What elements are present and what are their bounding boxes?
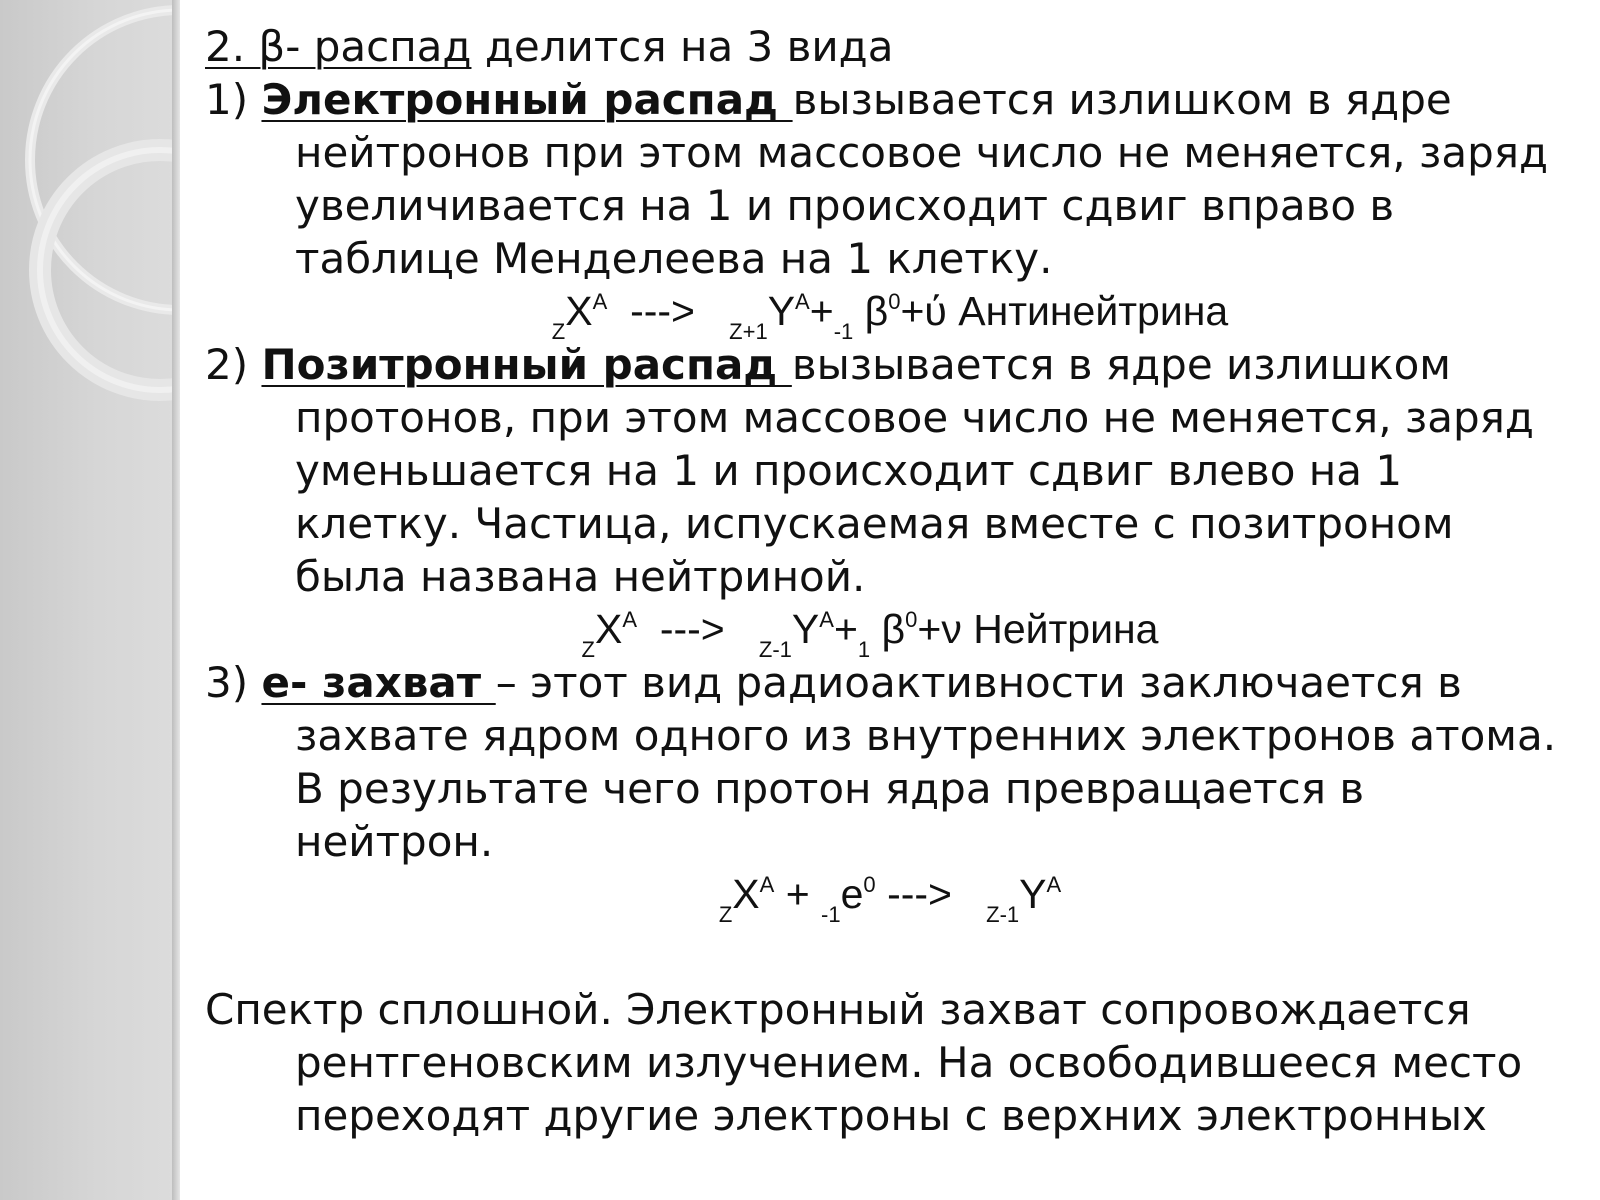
formula-subscript: Z <box>551 319 566 344</box>
formula-symbol: β <box>870 606 906 652</box>
item-term: e- захват <box>261 658 496 707</box>
formula-symbol: Y <box>1019 871 1047 917</box>
formula-superscript: 0 <box>888 289 901 314</box>
formula-subscript: Z-1 <box>758 637 792 662</box>
spacer <box>205 921 1575 983</box>
formula-subscript: Z-1 <box>986 902 1020 927</box>
formula-plus: + <box>833 606 858 652</box>
formula-superscript: A <box>622 607 638 632</box>
item-number: 1) <box>205 75 262 124</box>
item-term: Позитронный распад <box>261 340 792 389</box>
formula-tail: +ν Нейтрина <box>917 606 1159 652</box>
formula-arrow: ---> <box>607 288 730 334</box>
formula-superscript: A <box>795 289 810 314</box>
formula-superscript: 0 <box>863 872 876 897</box>
item-term: Электронный распад <box>261 75 793 124</box>
formula-plus: + <box>774 871 822 917</box>
formula-subscript: Z <box>581 637 595 662</box>
formula-positron-decay <box>205 603 1575 662</box>
formula-superscript: 0 <box>905 607 918 632</box>
formula-symbol: X <box>732 871 760 917</box>
formula-symbol: Y <box>767 288 796 334</box>
formula-symbol: X <box>565 288 593 334</box>
formula-subscript: -1 <box>833 319 854 344</box>
formula-symbol: X <box>594 606 623 652</box>
formula-superscript: A <box>819 607 834 632</box>
formula-subscript: Z+1 <box>729 319 768 344</box>
slide-heading <box>205 20 1575 73</box>
footer-paragraph <box>205 983 1575 1142</box>
list-item-electron-decay <box>205 73 1575 285</box>
formula-arrow: ---> <box>637 606 759 652</box>
list-item-positron-decay <box>205 338 1575 603</box>
formula-superscript: A <box>759 872 775 897</box>
formula-subscript: 1 <box>857 637 871 662</box>
footer-text: Спектр сплошной. Электронный захват сопровождается рентгеновским излучением. На освободившееся место переходят другие электроны с верхних электронных <box>205 985 1523 1140</box>
heading-rest: делится на 3 вида <box>471 22 894 71</box>
heading-underlined: 2. β- распад <box>205 22 472 71</box>
sidebar-divider <box>172 0 180 1200</box>
list-item-electron-capture <box>205 656 1575 868</box>
formula-subscript: Z <box>718 902 733 927</box>
formula-superscript: A <box>592 289 608 314</box>
decorative-rings <box>0 0 178 1200</box>
formula-symbol: e <box>840 871 864 917</box>
slide-body <box>205 20 1575 1142</box>
item-text: вызывается в ядре излишком протонов, при этом массовое число не меняется, заряд уменьшается на 1 и происходит сдвиг влево на 1 клетку. Частица, испускаемая вместе с позитроном была названа нейтриной. <box>295 340 1534 601</box>
decorative-sidebar <box>0 0 178 1200</box>
formula-superscript: A <box>1046 872 1062 897</box>
formula-plus: + <box>809 288 834 334</box>
item-number: 3) <box>205 658 262 707</box>
formula-electron-capture <box>205 868 1575 927</box>
formula-tail: +ύ Антинейтрина <box>900 288 1229 334</box>
formula-electron-decay <box>205 285 1575 344</box>
formula-symbol: Y <box>791 606 820 652</box>
formula-arrow: ---> <box>875 871 987 917</box>
formula-symbol: β <box>853 288 889 334</box>
item-text: вызывается излишком в ядре нейтронов при этом массовое число не меняется, заряд увеличивается на 1 и происходит сдвиг вправо в таблице Менделеева на 1 клетку. <box>295 75 1549 283</box>
item-text: – этот вид радиоактивности заключается в захвате ядром одного из внутренних электронов атома. В результате чего протон ядра превращается в нейтрон. <box>295 658 1557 866</box>
formula-subscript: -1 <box>821 902 841 927</box>
item-number: 2) <box>205 340 262 389</box>
